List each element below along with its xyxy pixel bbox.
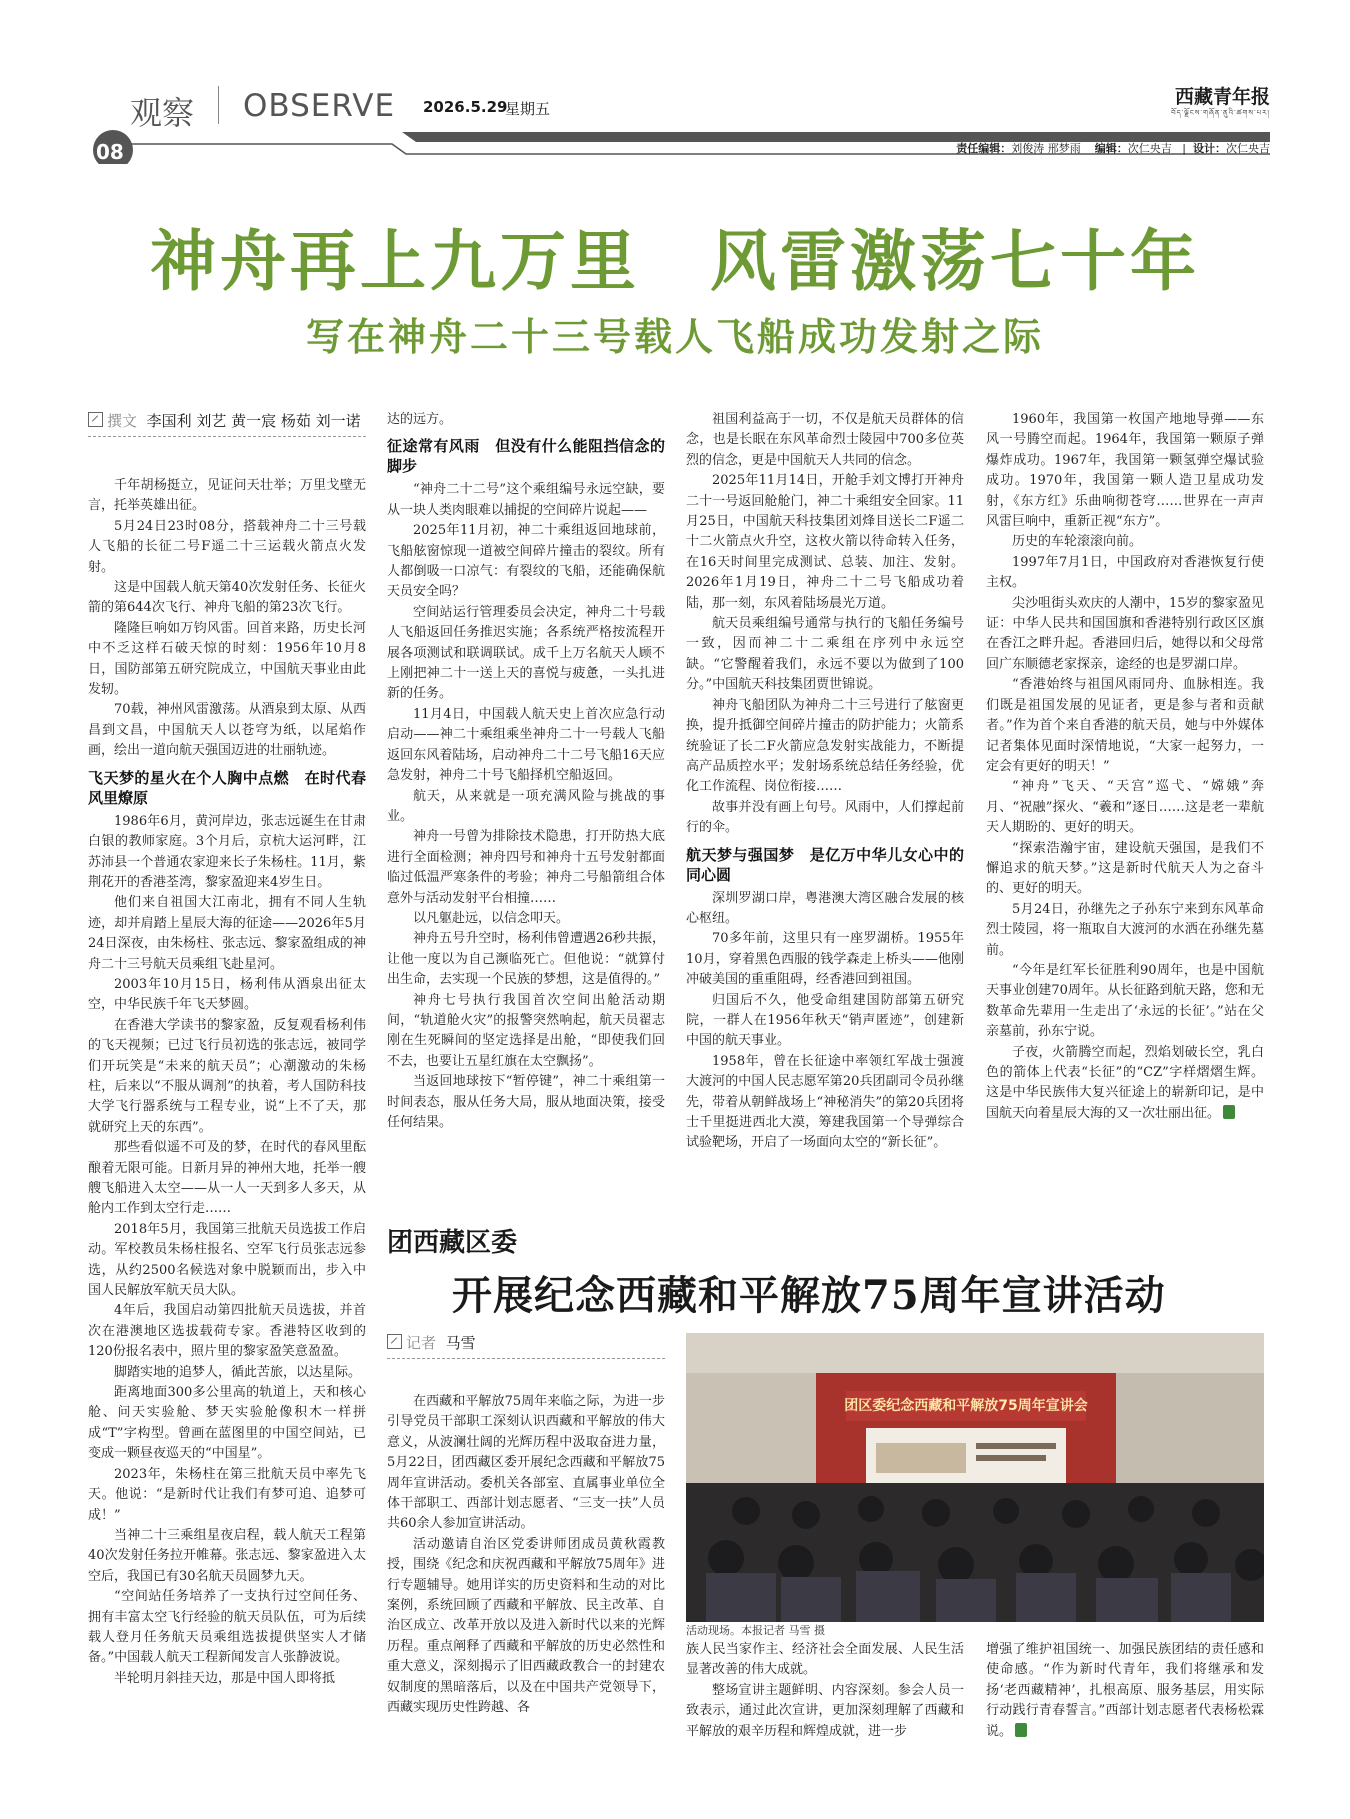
- byline-tag: 撰文: [107, 412, 138, 430]
- credit-value: 次仁央吉: [1226, 142, 1270, 155]
- paragraph: 1997年7月1日，中国政府对香港恢复行使主权。: [986, 554, 1264, 591]
- article2-kicker: 团西藏区委: [387, 1228, 518, 1258]
- paragraph: 1960年，我国第一枚国产地地导弹——东风一号腾空而起。1964年，我国第一颗原子弹爆炸成功。1967年，我国第一颗氢弹空爆试验成功。1970年，我国第一颗人造卫星成功发射，《东方红》乐曲响彻苍穹……世界在一声声风雷巨响中，重新正视“东方”。: [986, 412, 1264, 530]
- paragraph: 隆隆巨响如万钧风雷。回首来路，历史长河中不乏这样石破天惊的时刻：1956年10月8日，国防部第五研究院成立，中国航天事业由此发轫。: [88, 620, 366, 698]
- article-column-3: [686, 410, 964, 1154]
- byline-author: 马雪: [445, 1334, 476, 1352]
- paragraph: 这是中国载人航天第40次发射任务、长征火箭的第644次飞行、神舟飞船的第23次飞行。: [88, 580, 366, 616]
- paragraph: 1986年6月，黄河岸边，张志远诞生在甘肃白银的教师家庭。3个月后，京杭大运河畔，江苏沛县一个普通农家迎来长子朱杨柱。11月，紫荆花开的香港荃湾，黎家盈迎来4岁生日。: [88, 813, 366, 890]
- paragraph: “香港始终与祖国风雨同舟、血脉相连。我们既是祖国发展的见证者，更是参与者和贡献者。”作为首个来自香港的航天员，她与中外媒体记者集体见面时深情地说，“大家一起努力，一定会有更好的明天！”: [986, 677, 1264, 774]
- paragraph: 尖沙咀街头欢庆的人潮中，15岁的黎家盈见证：中华人民共和国国旗和香港特别行政区区旗在香江之畔升起。香港回归后，她得以和父母常回广东顺德老家探亲，途经的也是罗湖口岸。: [986, 595, 1264, 672]
- paragraph: 当神二十三乘组星夜启程，载人航天工程第40次发射任务拉开帷幕。张志远、黎家盈进入太空后，我国已有30名航天员圆梦九天。: [88, 1527, 366, 1584]
- pen-icon: [387, 1334, 402, 1349]
- section-heading: 飞天梦的星火在个人胸中点燃 在时代春风里燎原: [88, 768, 366, 807]
- section-divider: [218, 86, 219, 124]
- paragraph: 在西藏和平解放75周年来临之际，为进一步引导党员干部职工深刻认识西藏和平解放的伟大意义，从波澜壮阔的光辉历程中汲取奋进力量，5月22日，团西藏区委开展纪念西藏和平解放75周年宣讲活动。委机关各部室、直属事业单位全体干部职工、西部计划志愿者、“三支一扶”人员共60余人参加宣讲活动。: [387, 1394, 665, 1532]
- event-photo-illustration: [686, 1333, 1264, 1622]
- paragraph: 11月4日，中国载人航天史上首次应急行动启动——神二十乘组乘坐神舟二十一号载人飞船返回东风着陆场，启动神舟二十二号飞船16天应急发射，神舟二十号飞船择机空船返回。: [387, 706, 665, 784]
- end-mark-icon: [1223, 1105, 1235, 1119]
- paragraph: 神舟一号曾为排除技术隐患，打开防热大底进行全面检测；神舟四号和神舟十五号发射都面临过低温严寒条件的考验；神舟二号船箭组合体意外与活动发射平台相撞……: [387, 829, 665, 906]
- paragraph: 深圳罗湖口岸，粤港澳大湾区融合发展的核心枢纽。: [686, 890, 964, 926]
- paragraph: [986, 1043, 1264, 1125]
- paragraph: “神舟”飞天、“天宫”巡弋、“嫦娥”奔月、“祝融”探火、“羲和”逐日……这是老一辈航天人期盼的、更好的明天。: [986, 779, 1264, 836]
- credit-label: 编辑：: [1094, 142, 1128, 155]
- article-column-1: [88, 476, 366, 1689]
- section-heading: 征途常有风雨 但没有什么能阻挡信念的脚步: [387, 437, 665, 476]
- paragraph: 5月24日，孙继先之子孙东宁来到东风革命烈士陵园，将一瓶取自大渡河的水洒在孙继先墓前。: [986, 901, 1264, 958]
- paragraph: 5月24日23时08分，搭载神舟二十三号载人飞船的长征二号F遥二十三运载火箭点火发射。: [88, 518, 366, 575]
- paragraph: 归国后不久，他受命组建国防部第五研究院，一群人在1956年秋天“销声匿迹”，创建新中国的航天事业。: [686, 992, 964, 1049]
- photo-banner-text: 团区委纪念西藏和平解放75周年宣讲会: [844, 1398, 1088, 1414]
- paragraph: 神舟七号执行我国首次空间出舱活动期间，“轨道舱火灾”的报警突然响起，航天员翟志刚在生死瞬间的坚定选择是出舱，“即使我们回不去，也要让五星红旗在太空飘扬”。: [387, 992, 665, 1069]
- paragraph: 那些看似遥不可及的梦，在时代的春风里酝酿着无限可能。日新月异的神州大地，托举一艘艘飞船进入太空——从一人一天到多人多天，从舱内工作到太空行走……: [88, 1140, 366, 1217]
- paragraph: 航天员乘组编号通常与执行的飞船任务编号一致，因而神二十二乘组在序列中永远空缺。“它警醒着我们，永远不要以为做到了100分。”中国航天科技集团贾世锦说。: [686, 616, 964, 693]
- byline-divider: [387, 1358, 665, 1360]
- section-name: 观察: [130, 94, 195, 132]
- paragraph-text: 增强了维护祖国统一、加强民族团结的责任感和使命感。“作为新时代青年，我们将继承和发扬‘老西藏精神’，扎根高原、服务基层，用实际行动践行青春誓言。”西部计划志愿者代表杨松霖说。: [986, 1642, 1264, 1739]
- paragraph: 脚踏实地的追梦人，循此苦旅，以达星际。: [114, 1364, 362, 1380]
- paragraph: 历史的车轮滚滚向前。: [1012, 534, 1143, 550]
- section-name-en: OBSERVE: [243, 88, 396, 124]
- article2-column-3: [986, 1640, 1264, 1742]
- article-headline: 神舟再上九万里 风雷激荡七十年: [150, 223, 1200, 300]
- section-heading: 航天梦与强国梦 是亿万中华儿女心中的同心圆: [686, 845, 964, 884]
- issue-weekday: 星期五: [505, 100, 551, 118]
- credit-label: 设计：: [1193, 142, 1226, 155]
- paragraph: 2018年5月，我国第三批航天员选拔工作启动。军校教员朱杨柱报名、空军飞行员张志远参选，从约2500名候选对象中脱颖而出，步入中国人民解放军航天员大队。: [88, 1221, 366, 1299]
- page-number: 08: [96, 140, 124, 164]
- article-subheadline: 写在神舟二十三号载人飞船成功发射之际: [305, 315, 1044, 359]
- article-column-2: [387, 410, 665, 1133]
- paragraph: 航天，从来就是一项充满风险与挑战的事业。: [387, 788, 665, 824]
- paragraph: 故事并没有画上句号。风雨中，人们撑起前行的伞。: [686, 799, 964, 836]
- paragraph: 空间站运行管理委员会决定，神舟二十号载人飞船返回任务推迟实施；各系统严格按流程开展各项测试和联调联试。成千上万名航天人顾不上刚把神二十一送上天的喜悦与疲惫，一头扎进新的任务。: [387, 604, 665, 702]
- article2-headline: 开展纪念西藏和平解放75周年宣讲活动: [452, 1272, 1166, 1319]
- article2-column-2: [686, 1640, 964, 1742]
- paragraph-text: 子夜，火箭腾空而起，烈焰划破长空，乳白色的箭体上代表“长征”的“CZ”字样熠熠生辉。这是中华民族伟大复兴征途上的崭新印记，是中国航天向着星辰大海的又一次壮丽出征。: [986, 1044, 1264, 1121]
- issue-date: 2026.5.29: [423, 98, 508, 116]
- paragraph: 当返回地球按下“暂停键”，神二十乘组第一时间表态，服从任务大局，服从地面决策，接受任何结果。: [387, 1074, 665, 1130]
- paragraph: “空间站任务培养了一支执行过空间任务、拥有丰富太空飞行经验的航天员队伍，可为后续载人登月任务航天员乘组选拔提供坚实人才储备。”中国载人航天工程新闻发言人张静波说。: [88, 1589, 366, 1666]
- paragraph: 70载，神州风雷激荡。从酒泉到太原、从西昌到文昌，中国航天人以苍穹为纸，以尾焰作画，绘出一道向航天强国迈进的壮丽轨迹。: [88, 702, 366, 759]
- paragraph: 族人民当家作主、经济社会全面发展、人民生活显著改善的伟大成就。: [686, 1642, 964, 1678]
- article2-byline: [387, 1332, 665, 1353]
- paragraph: 千年胡杨挺立，见证问天壮举；万里戈壁无言，托举英雄出征。: [88, 478, 366, 514]
- article-byline: [88, 410, 366, 431]
- credit-value: 次仁央吉: [1127, 142, 1172, 155]
- paragraph: 达的远方。: [387, 412, 453, 427]
- paragraph: 在香港大学读书的黎家盈，反复观看杨利伟的飞天视频；已过飞行员初选的张志远，被同学们开玩笑是“未来的航天员”；心潮激动的朱杨柱，后来以“不服从调剂”的执着，考人国防科技大学飞行器系统与工程专业，说“上不了天，那就研究上天的东西”。: [88, 1017, 366, 1135]
- paragraph: 活动邀请自治区党委讲师团成员黄秋霞教授，围绕《纪念和庆祝西藏和平解放75周年》进行专题辅导。她用详实的历史资料和生动的对比案例，系统回顾了西藏和平解放、民主改革、自治区成立、改革开放以及进入新时代以来的光辉历程。重点阐释了西藏和平解放的历史必然性和重大意义，深刻揭示了旧西藏政教合一的封建农奴制度的黑暗落后，以及在中国共产党领导下，西藏实现历史性跨越、各: [387, 1536, 665, 1716]
- editor-credits: 责任编辑：刘俊涛 邢梦雨 编辑：次仁央吉 | 设计：次仁央吉: [956, 142, 1270, 155]
- paragraph: 整场宣讲主题鲜明、内容深刻。参会人员一致表示，通过此次宣讲，更加深刻理解了西藏和平解放的艰辛历程和辉煌成就，进一步: [686, 1682, 964, 1739]
- paragraph: [986, 1640, 1264, 1742]
- paragraph: 2023年，朱杨柱在第三批航天员中率先飞天。他说：“是新时代让我们有梦可追、追梦可成！”: [88, 1466, 366, 1523]
- paragraph: 他们来自祖国大江南北，拥有不同人生轨迹，却并肩踏上星辰大海的征途——2026年5月24日深夜，由朱杨柱、张志远、黎家盈组成的神舟二十三号航天员乘组飞赴星河。: [88, 895, 366, 972]
- article2-column-1: [387, 1392, 665, 1719]
- paragraph: 以凡躯赴远，以信念叩天。: [413, 910, 570, 926]
- paragraph: 祖国利益高于一切，不仅是航天员群体的信念，也是长眠在东风革命烈士陵园中700多位英烈的信念，更是中国航天人共同的信念。: [686, 412, 964, 468]
- paragraph: 神舟飞船团队为神舟二十三号进行了舷窗更换，提升抵御空间碎片撞击的防护能力；火箭系统验证了长二F火箭应急发射实战能力，不断提高产品质控水平；发射场系统总结任务经验，优化工作流程、岗位衔接……: [686, 697, 964, 795]
- paragraph: “探索浩瀚宇宙，建设航天强国，是我们不懈追求的航天梦。”这是新时代航天人为之奋斗的、更好的明天。: [986, 840, 1264, 897]
- newspaper-logo: 西藏青年报: [1174, 86, 1270, 108]
- photo-caption: 活动现场。本报记者 马雪 摄: [686, 1624, 825, 1637]
- paragraph: 神舟五号升空时，杨利伟曾遭遇26秒共振，让他一度以为自己濒临死亡。但他说：“就算付出生命，去实现一个民族的梦想，这是值得的。”: [387, 931, 665, 988]
- paragraph: 1958年，曾在长征途中率领红军战士强渡大渡河的中国人民志愿军第20兵团副司令员孙继先，带着从朝鲜战场上“神秘消失”的第20兵团将士千里挺进西北大漠，筹建我国第一个导弹综合试验靶场，开启了一场面向太空的“新长征”。: [686, 1053, 964, 1151]
- byline-divider: [88, 436, 366, 438]
- byline-authors: 李国利 刘艺 黄一宸 杨茹 刘一诺: [146, 412, 361, 430]
- paragraph: 2003年10月15日，杨利伟从酒泉出征太空，中华民族千年飞天梦圆。: [88, 976, 366, 1013]
- article-column-4: [986, 410, 1264, 1124]
- paragraph: “神舟二十二号”这个乘组编号永远空缺，要从一块人类肉眼难以捕捉的空间碎片说起——: [387, 482, 665, 518]
- byline-tag: 记者: [406, 1334, 437, 1352]
- newspaper-logo-tibetan: བོད་ལྗོངས་གཞོན་ནུའི་ཚགས་པར།: [1171, 109, 1270, 117]
- event-photo: [686, 1333, 1264, 1622]
- credit-label: 责任编辑：: [956, 142, 1012, 155]
- paragraph: 4年后，我国启动第四批航天员选拔，并首次在港澳地区选拔载荷专家。香港特区收到的120份报名表中，照片里的黎家盈笑意盈盈。: [88, 1303, 366, 1360]
- paragraph: 2025年11月初，神二十乘组返回地球前，飞船舷窗惊现一道被空间碎片撞击的裂纹。所有人都倒吸一口凉气：有裂纹的飞船，还能确保航天员安全吗？: [387, 523, 665, 600]
- pen-icon: [88, 412, 103, 427]
- paragraph: 70多年前，这里只有一座罗湖桥。1955年10月，穿着黑色西服的钱学森走上桥头——他刚冲破美国的重重阻碍，经香港回到祖国。: [686, 931, 964, 988]
- paragraph: 距离地面300多公里高的轨道上，天和核心舱、问天实验舱、梦天实验舱像积木一样拼成“T”字构型。曾画在蓝图里的中国空间站，已变成一颗昼夜巡天的“中国星”。: [88, 1385, 366, 1462]
- credit-value: 刘俊涛 邢梦雨: [1011, 142, 1081, 155]
- paragraph: 2025年11月14日，开舱手刘文博打开神舟二十一号返回舱舱门，神二十乘组安全回家。11月25日，中国航天科技集团刘烽目送长二F遥二十二火箭点火升空，这枚火箭以待命转入任务，在16天时间里完成测试、总装、加注、发射。2026年1月19日，神舟二十二号飞船成功着陆，那一刻，东风着陆场晨光万道。: [686, 473, 964, 611]
- paragraph: 半轮明月斜挂天边，那是中国人即将抵: [114, 1670, 336, 1686]
- end-mark-icon: [1015, 1723, 1027, 1737]
- paragraph: “今年是红军长征胜利90周年，也是中国航天事业创建70周年。从长征路到航天路，您和无数革命先辈用一生走出了‘永远的长征’。”站在父亲墓前，孙东宁说。: [986, 962, 1264, 1040]
